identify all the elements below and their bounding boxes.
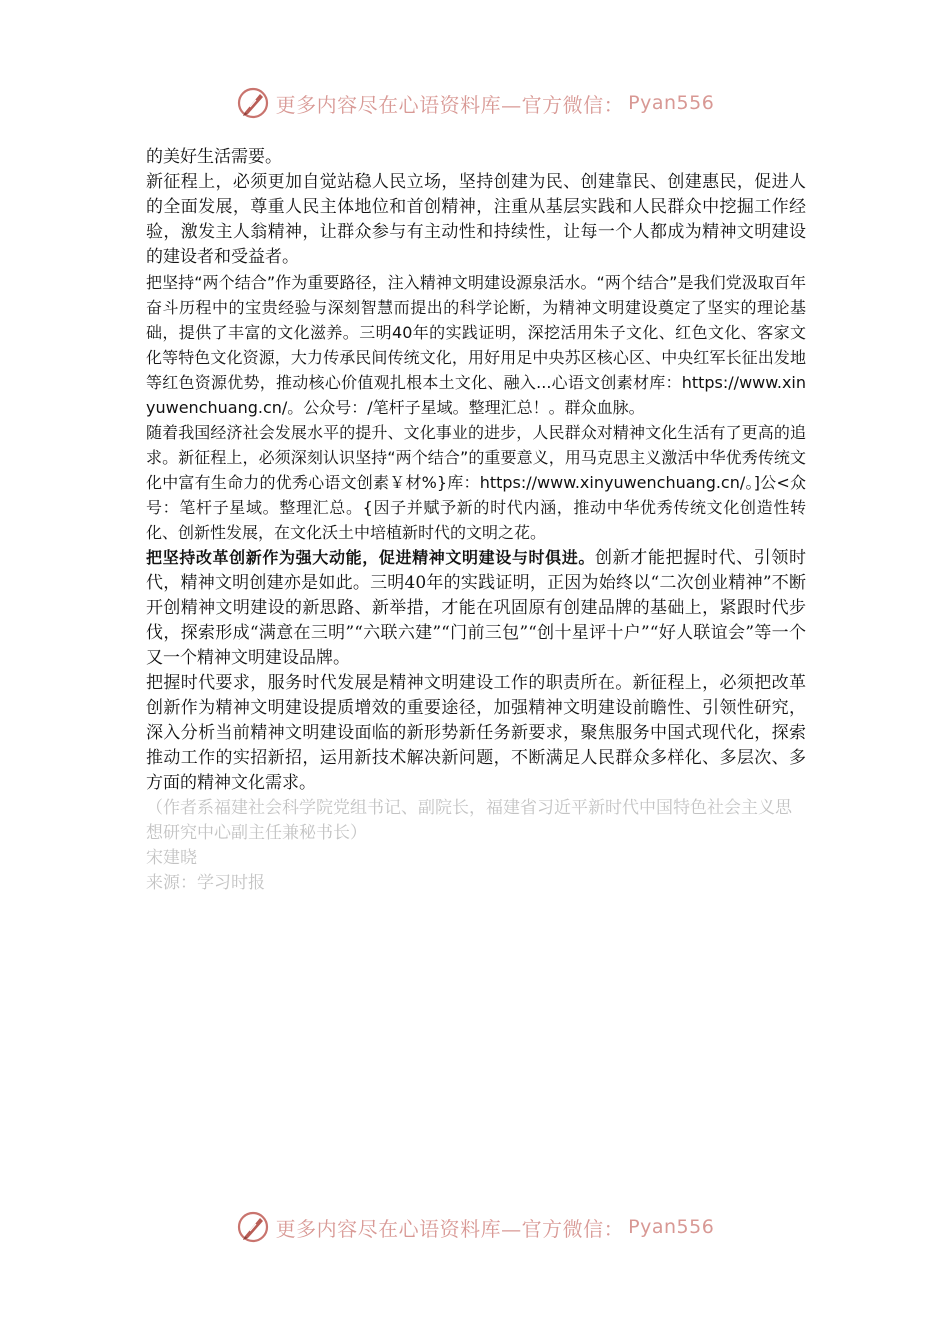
banner-handle: Pyan556 (628, 1216, 715, 1238)
paragraph-5-lead: 把坚持改革创新作为强大动能，促进精神文明建设与时俱进。 (146, 548, 596, 567)
article-body (146, 145, 806, 896)
quill-pen-icon (236, 1210, 270, 1244)
paragraph-6: 把握时代要求，服务时代发展是精神文明建设工作的职责所在。新征程上，必须把改革创新作为精神文明建设提质增效的重要途径，加强精神文明建设前瞻性、引领性研究，深入分析当前精神文明建设面临的新形势新任务新要求，聚焦服务中国式现代化，探索推动工作的实招新招，运用新技术解决新问题，不断满足人民群众多样化、多层次、多方面的精神文化需求。 (146, 673, 806, 793)
source-line: 来源：学习时报 (146, 873, 265, 893)
banner-text: 更多内容尽在心语资料库—官方微信： (275, 1216, 625, 1241)
banner-text: 更多内容尽在心语资料库—官方微信： (275, 92, 625, 117)
author-name: 宋建晓 (146, 848, 197, 868)
paragraph-2: 新征程上，必须更加自觉站稳人民立场，坚持创建为民、创建靠民、创建惠民，促进人的全面发展，尊重人民主体地位和首创精神，注重从基层实践和人民群众中挖掘工作经验，激发主人翁精神，让群众参与有主动性和持续性，让每一个人都成为精神文明建设的建设者和受益者。 (146, 172, 806, 267)
paragraph-1: 的美好生活需要。 (146, 147, 282, 167)
author-note: （作者系福建社会科学院党组书记、副院长，福建省习近平新时代中国特色社会主义思想研究中心副主任兼秘书长） (146, 798, 792, 843)
banner-handle: Pyan556 (628, 92, 715, 114)
quill-pen-icon (236, 86, 270, 120)
paragraph-3: 把坚持“两个结合”作为重要路径，注入精神文明建设源泉活水。“两个结合”是我们党汲取百年奋斗历程中的宝贵经验与深刻智慧而提出的科学论断，为精神文明建设奠定了坚实的理论基础，提供了丰富的文化滋养。三明40年的实践证明，深挖活用朱子文化、红色文化、客家文化等特色文化资源，大力传承民间传统文化，用好用足中央苏区核心区、中央红军长征出发地等红色资源优势，推动核心价值观扎根本土文化、融入...心语文创素材库：https://www.xinyuwenchuang.cn/。公众号：/笔杆子星域。整理汇总！。群众血脉。 (146, 273, 806, 417)
paragraph-5-text: 创新才能把握时代、引领时代，精神文明创建亦是如此。三明40年的实践证明，正因为始终以“二次创业精神”不断开创精神文明建设的新思路、新举措，才能在巩固原有创建品牌的基础上，紧跟时代步伐，探索形成“满意在三明”“六联六建”“门前三包”“创十星评十户”“好人联谊会”等一个又一个精神文明建设品牌。 (146, 548, 806, 668)
watermark-banner-top (0, 86, 950, 120)
watermark-banner-bottom (0, 1210, 950, 1244)
paragraph-5 (146, 545, 806, 671)
paragraph-4: 随着我国经济社会发展水平的提升、文化事业的进步，人民群众对精神文化生活有了更高的追求。新征程上，必须深刻认识坚持“两个结合”的重要意义，用马克思主义激活中华优秀传统文化中富有生命力的优秀心语文创素￥材%}库：https://www.xinyuwenchuang.cn/。]公<众号：笔杆子星域。整理汇总。{因子并赋予新的时代内涵，推动中华优秀传统文化创造性转化、创新性发展，在文化沃土中培植新时代的文明之花。 (146, 423, 806, 542)
